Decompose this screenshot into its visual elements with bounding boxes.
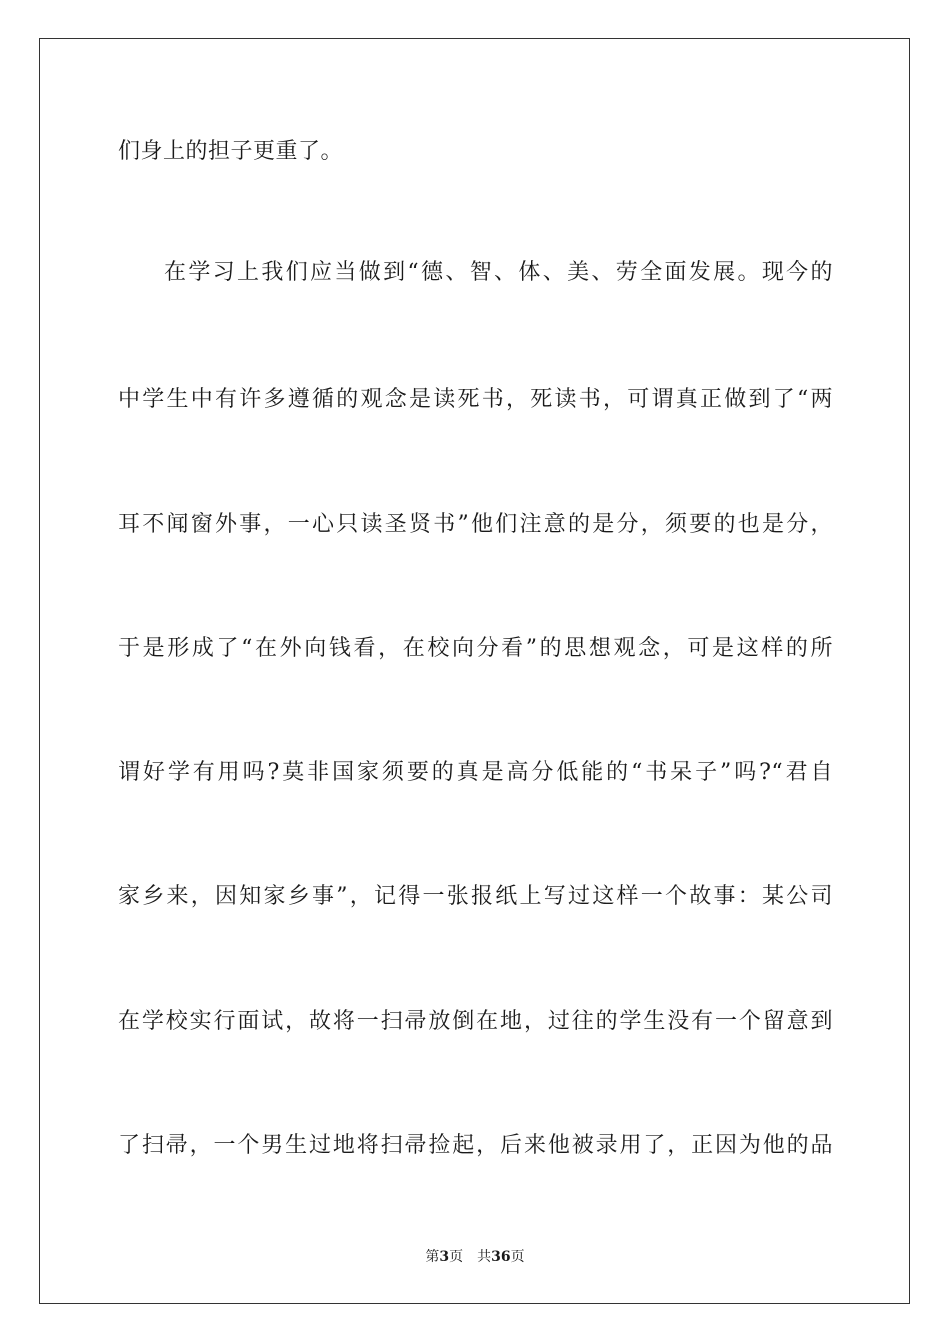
footer-page-prefix: 第 xyxy=(425,1249,440,1265)
text-line-8: 在学校实行面试，故将一扫帚放倒在地，过往的学生没有一个留意到 xyxy=(118,1009,833,1034)
footer-total-prefix: 共 xyxy=(477,1249,492,1265)
text-line-1: 们身上的担子更重了。 xyxy=(118,139,344,164)
text-line-9: 了扫帚，一个男生过地将扫帚捡起，后来他被录用了，正因为他的品 xyxy=(118,1133,833,1158)
text-line-7: 家乡来，因知家乡事”，记得一张报纸上写过这样一个故事：某公司 xyxy=(118,884,833,909)
footer-page-number: 3 xyxy=(439,1249,450,1265)
text-line-3: 中学生中有许多遵循的观念是读死书，死读书，可谓真正做到了“两 xyxy=(118,387,833,412)
footer-total-number: 36 xyxy=(491,1249,511,1265)
footer-page-suffix: 页 xyxy=(449,1249,464,1265)
text-line-6: 谓好学有用吗?莫非国家须要的真是高分低能的“书呆子”吗?“君自 xyxy=(118,760,833,785)
footer-total-suffix: 页 xyxy=(510,1249,525,1265)
page-border xyxy=(39,38,910,1304)
page-footer xyxy=(0,1248,950,1266)
text-line-5: 于是形成了“在外向钱看，在校向分看”的思想观念，可是这样的所 xyxy=(118,636,833,661)
text-line-4: 耳不闻窗外事，一心只读圣贤书”他们注意的是分，须要的也是分， xyxy=(118,512,833,537)
text-line-2: 在学习上我们应当做到“德、智、体、美、劳全面发展。现今的 xyxy=(164,260,833,285)
